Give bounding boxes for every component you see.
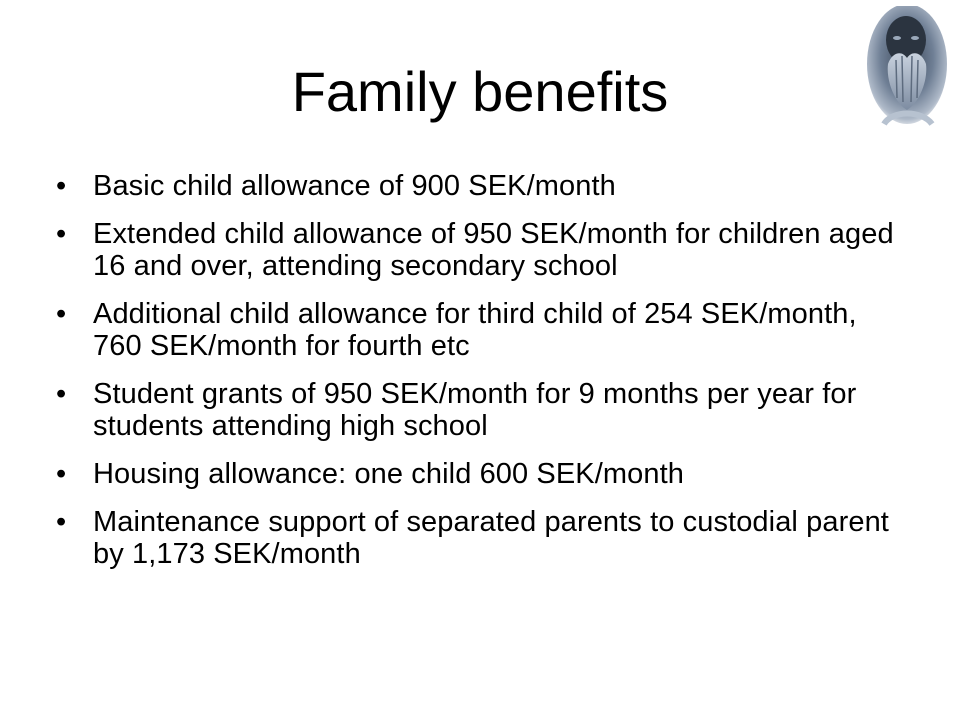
bullet-item <box>56 170 904 202</box>
bullet-item <box>56 506 904 570</box>
bullet-text: Student grants of 950 SEK/month for 9 months per year for students attending high school <box>93 378 857 442</box>
bullet-item <box>56 218 904 282</box>
bullet-text: Extended child allowance of 950 SEK/month for children aged 16 and over, attending secondary school <box>93 218 894 282</box>
bullet-list <box>56 170 904 586</box>
bullet-item <box>56 298 904 362</box>
bullet-item <box>56 458 904 490</box>
bullet-text: Basic child allowance of 900 SEK/month <box>93 170 616 202</box>
bullet-dot: • <box>56 378 67 410</box>
slide-title: Family benefits <box>291 60 669 123</box>
bullet-dot: • <box>56 170 67 202</box>
bullet-dot: • <box>56 458 67 490</box>
bullet-text: Maintenance support of separated parents to custodial parent by 1,173 SEK/month <box>93 506 889 570</box>
bullet-text: Additional child allowance for third child of 254 SEK/month, 760 SEK/month for fourth etc <box>93 298 857 362</box>
bullet-text: Housing allowance: one child 600 SEK/month <box>93 458 685 490</box>
bullet-item <box>56 378 904 442</box>
bullet-dot: • <box>56 218 67 250</box>
bullet-dot: • <box>56 506 67 538</box>
bullet-dot: • <box>56 298 67 330</box>
